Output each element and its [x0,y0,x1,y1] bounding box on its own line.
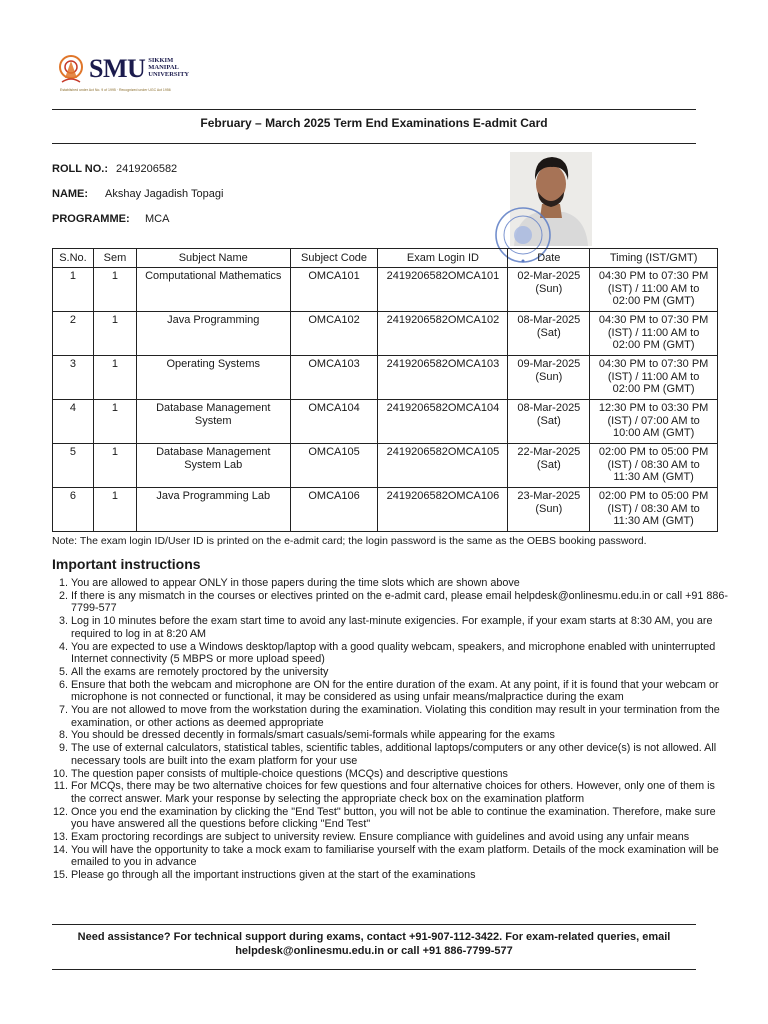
table-header-row [53,249,718,268]
programme-row [52,213,169,225]
timing-cell: 02:00 PM to 05:00 PM (IST) / 08:30 AM to 11:30 AM (GMT) [590,488,718,532]
date-cell: 02-Mar-2025 (Sun) [508,268,590,312]
logo-tagline: Established under Act No. 9 of 1995 · Recognized under UGC Act 1956 [60,88,171,92]
exam-login-id-cell: 2419206582OMCA103 [378,356,508,400]
list-item: 8. You should be dressed decently in formals/smart casuals/semi-formals while appearing for the exams [71,729,731,742]
instructions-heading: Important instructions [52,556,201,572]
subject-name-cell: Java Programming Lab [136,488,290,532]
roll-label: ROLL NO.: [52,163,109,175]
table-row [53,356,718,400]
programme-value: MCA [145,213,170,225]
sem-cell: 1 [93,356,136,400]
university-emblem-icon [56,52,86,86]
university-logo [56,52,206,94]
list-item: 9. The use of external calculators, statistical tables, scientific tables, additional laptops/computers or any other device(s) is not allowed. All necessary tools are built into the exam platform for your use [71,742,731,767]
timing-cell: 02:00 PM to 05:00 PM (IST) / 08:30 AM to 11:30 AM (GMT) [590,444,718,488]
divider [52,969,696,970]
exam-schedule-table [52,248,718,532]
list-item: 5. All the exams are remotely proctored by the university [71,666,731,679]
subject-name-cell: Database Management System Lab [136,444,290,488]
subject-name-cell: Database Management System [136,400,290,444]
support-footer [52,930,696,958]
subject-name-cell: Operating Systems [136,356,290,400]
date-cell: 22-Mar-2025 (Sat) [508,444,590,488]
name-row [52,188,223,200]
list-item: 11. For MCQs, there may be two alternative choices for few questions and four alternative choices for others. However, only one of them is the correct answer. Mark your response by selecting the appropriate check box on the examination platform [71,780,731,805]
exam-login-id-cell: 2419206582OMCA101 [378,268,508,312]
table-row [53,400,718,444]
date-cell: 09-Mar-2025 (Sun) [508,356,590,400]
column-header: S.No. [53,249,94,268]
column-header: Sem [93,249,136,268]
list-item: 6. Ensure that both the webcam and microphone are ON for the entire duration of the exam. At any point, if it is found that your webcam or microphone is not connected or functional, it may be considered as using unfair means/malpractice during the exam [71,679,731,704]
footer-line: Need assistance? For technical support during exams, contact +91-907-112-3422. For exam-related queries, email [77,931,671,943]
serial-cell: 3 [53,356,94,400]
timing-cell: 04:30 PM to 07:30 PM (IST) / 11:00 AM to 02:00 PM (GMT) [590,312,718,356]
subject-code-cell: OMCA105 [290,444,378,488]
list-item: 3. Log in 10 minutes before the exam start time to avoid any last-minute exigencies. For example, if your exam starts at 8:30 AM, you are required to log in at 8:20 AM [71,615,731,640]
date-cell: 08-Mar-2025 (Sat) [508,312,590,356]
serial-cell: 6 [53,488,94,532]
roll-value: 2419206582 [116,163,178,175]
list-item: 2. If there is any mismatch in the courses or electives printed on the e-admit card, please email helpdesk@onlinesmu.edu.in or call +91 886-7799-577 [71,590,731,615]
roll-number-row [52,163,177,175]
serial-cell: 2 [53,312,94,356]
subject-code-cell: OMCA102 [290,312,378,356]
instructions-list [52,577,731,882]
subject-code-cell: OMCA103 [290,356,378,400]
table-row [53,488,718,532]
list-item: 10. The question paper consists of multiple-choice questions (MCQs) and descriptive questions [71,768,731,781]
sem-cell: 1 [93,312,136,356]
table-row [53,312,718,356]
login-note: Note: The exam login ID/User ID is printed on the e-admit card; the login password is the same as the OEBS booking password. [52,535,647,547]
timing-cell: 04:30 PM to 07:30 PM (IST) / 11:00 AM to 02:00 PM (GMT) [590,268,718,312]
name-value: Akshay Jagadish Topagi [105,188,224,200]
list-item: 4. You are expected to use a Windows desktop/laptop with a good quality webcam, speakers, and microphone enabled with uninterrupted Internet connectivity (5 MBPS or more upload speed) [71,641,731,666]
timing-cell: 04:30 PM to 07:30 PM (IST) / 11:00 AM to 02:00 PM (GMT) [590,356,718,400]
subject-code-cell: OMCA101 [290,268,378,312]
exam-login-id-cell: 2419206582OMCA102 [378,312,508,356]
subject-code-cell: OMCA106 [290,488,378,532]
logo-subtitle: SIKKIM MANIPAL UNIVERSITY [148,57,190,78]
logo-wordmark: SMU [89,54,146,83]
date-cell: 23-Mar-2025 (Sun) [508,488,590,532]
date-cell: 08-Mar-2025 (Sat) [508,400,590,444]
column-header: Exam Login ID [378,249,508,268]
sem-cell: 1 [93,488,136,532]
column-header: Date [508,249,590,268]
programme-label: PROGRAMME: [52,213,130,225]
table-row [53,268,718,312]
sem-cell: 1 [93,444,136,488]
serial-cell: 4 [53,400,94,444]
footer-line: helpdesk@onlinesmu.edu.in or call +91 886-7799-577 [235,945,513,957]
subject-name-cell: Java Programming [136,312,290,356]
list-item: 13. Exam proctoring recordings are subject to university review. Ensure compliance with guidelines and avoid using any unfair means [71,831,731,844]
divider [52,924,696,925]
divider [52,109,696,110]
name-label: NAME: [52,188,89,200]
exam-login-id-cell: 2419206582OMCA104 [378,400,508,444]
sem-cell: 1 [93,400,136,444]
list-item: 15. Please go through all the important instructions given at the start of the examinations [71,869,731,882]
list-item: 14. You will have the opportunity to take a mock exam to familiarise yourself with the exam platform. Details of the mock examination will be emailed to you in advance [71,844,731,869]
document-title: February – March 2025 Term End Examinations E-admit Card [200,116,548,130]
list-item: 12. Once you end the examination by clicking the "End Test" button, you will not be able to continue the examination. Therefore, make sure you have answered all the questions before clicking "End Test" [71,806,731,831]
list-item: 7. You are not allowed to move from the workstation during the examination. Violating this condition may result in your termination from the examination, or other actions as deemed appropriate [71,704,731,729]
timing-cell: 12:30 PM to 03:30 PM (IST) / 07:00 AM to 10:00 AM (GMT) [590,400,718,444]
subject-code-cell: OMCA104 [290,400,378,444]
divider [52,143,696,144]
column-header: Subject Name [136,249,290,268]
exam-login-id-cell: 2419206582OMCA105 [378,444,508,488]
table-row [53,444,718,488]
column-header: Timing (IST/GMT) [590,249,718,268]
subject-name-cell: Computational Mathematics [136,268,290,312]
list-item: 1. You are allowed to appear ONLY in those papers during the time slots which are shown above [71,577,731,590]
serial-cell: 5 [53,444,94,488]
column-header: Subject Code [290,249,378,268]
exam-login-id-cell: 2419206582OMCA106 [378,488,508,532]
sem-cell: 1 [93,268,136,312]
serial-cell: 1 [53,268,94,312]
